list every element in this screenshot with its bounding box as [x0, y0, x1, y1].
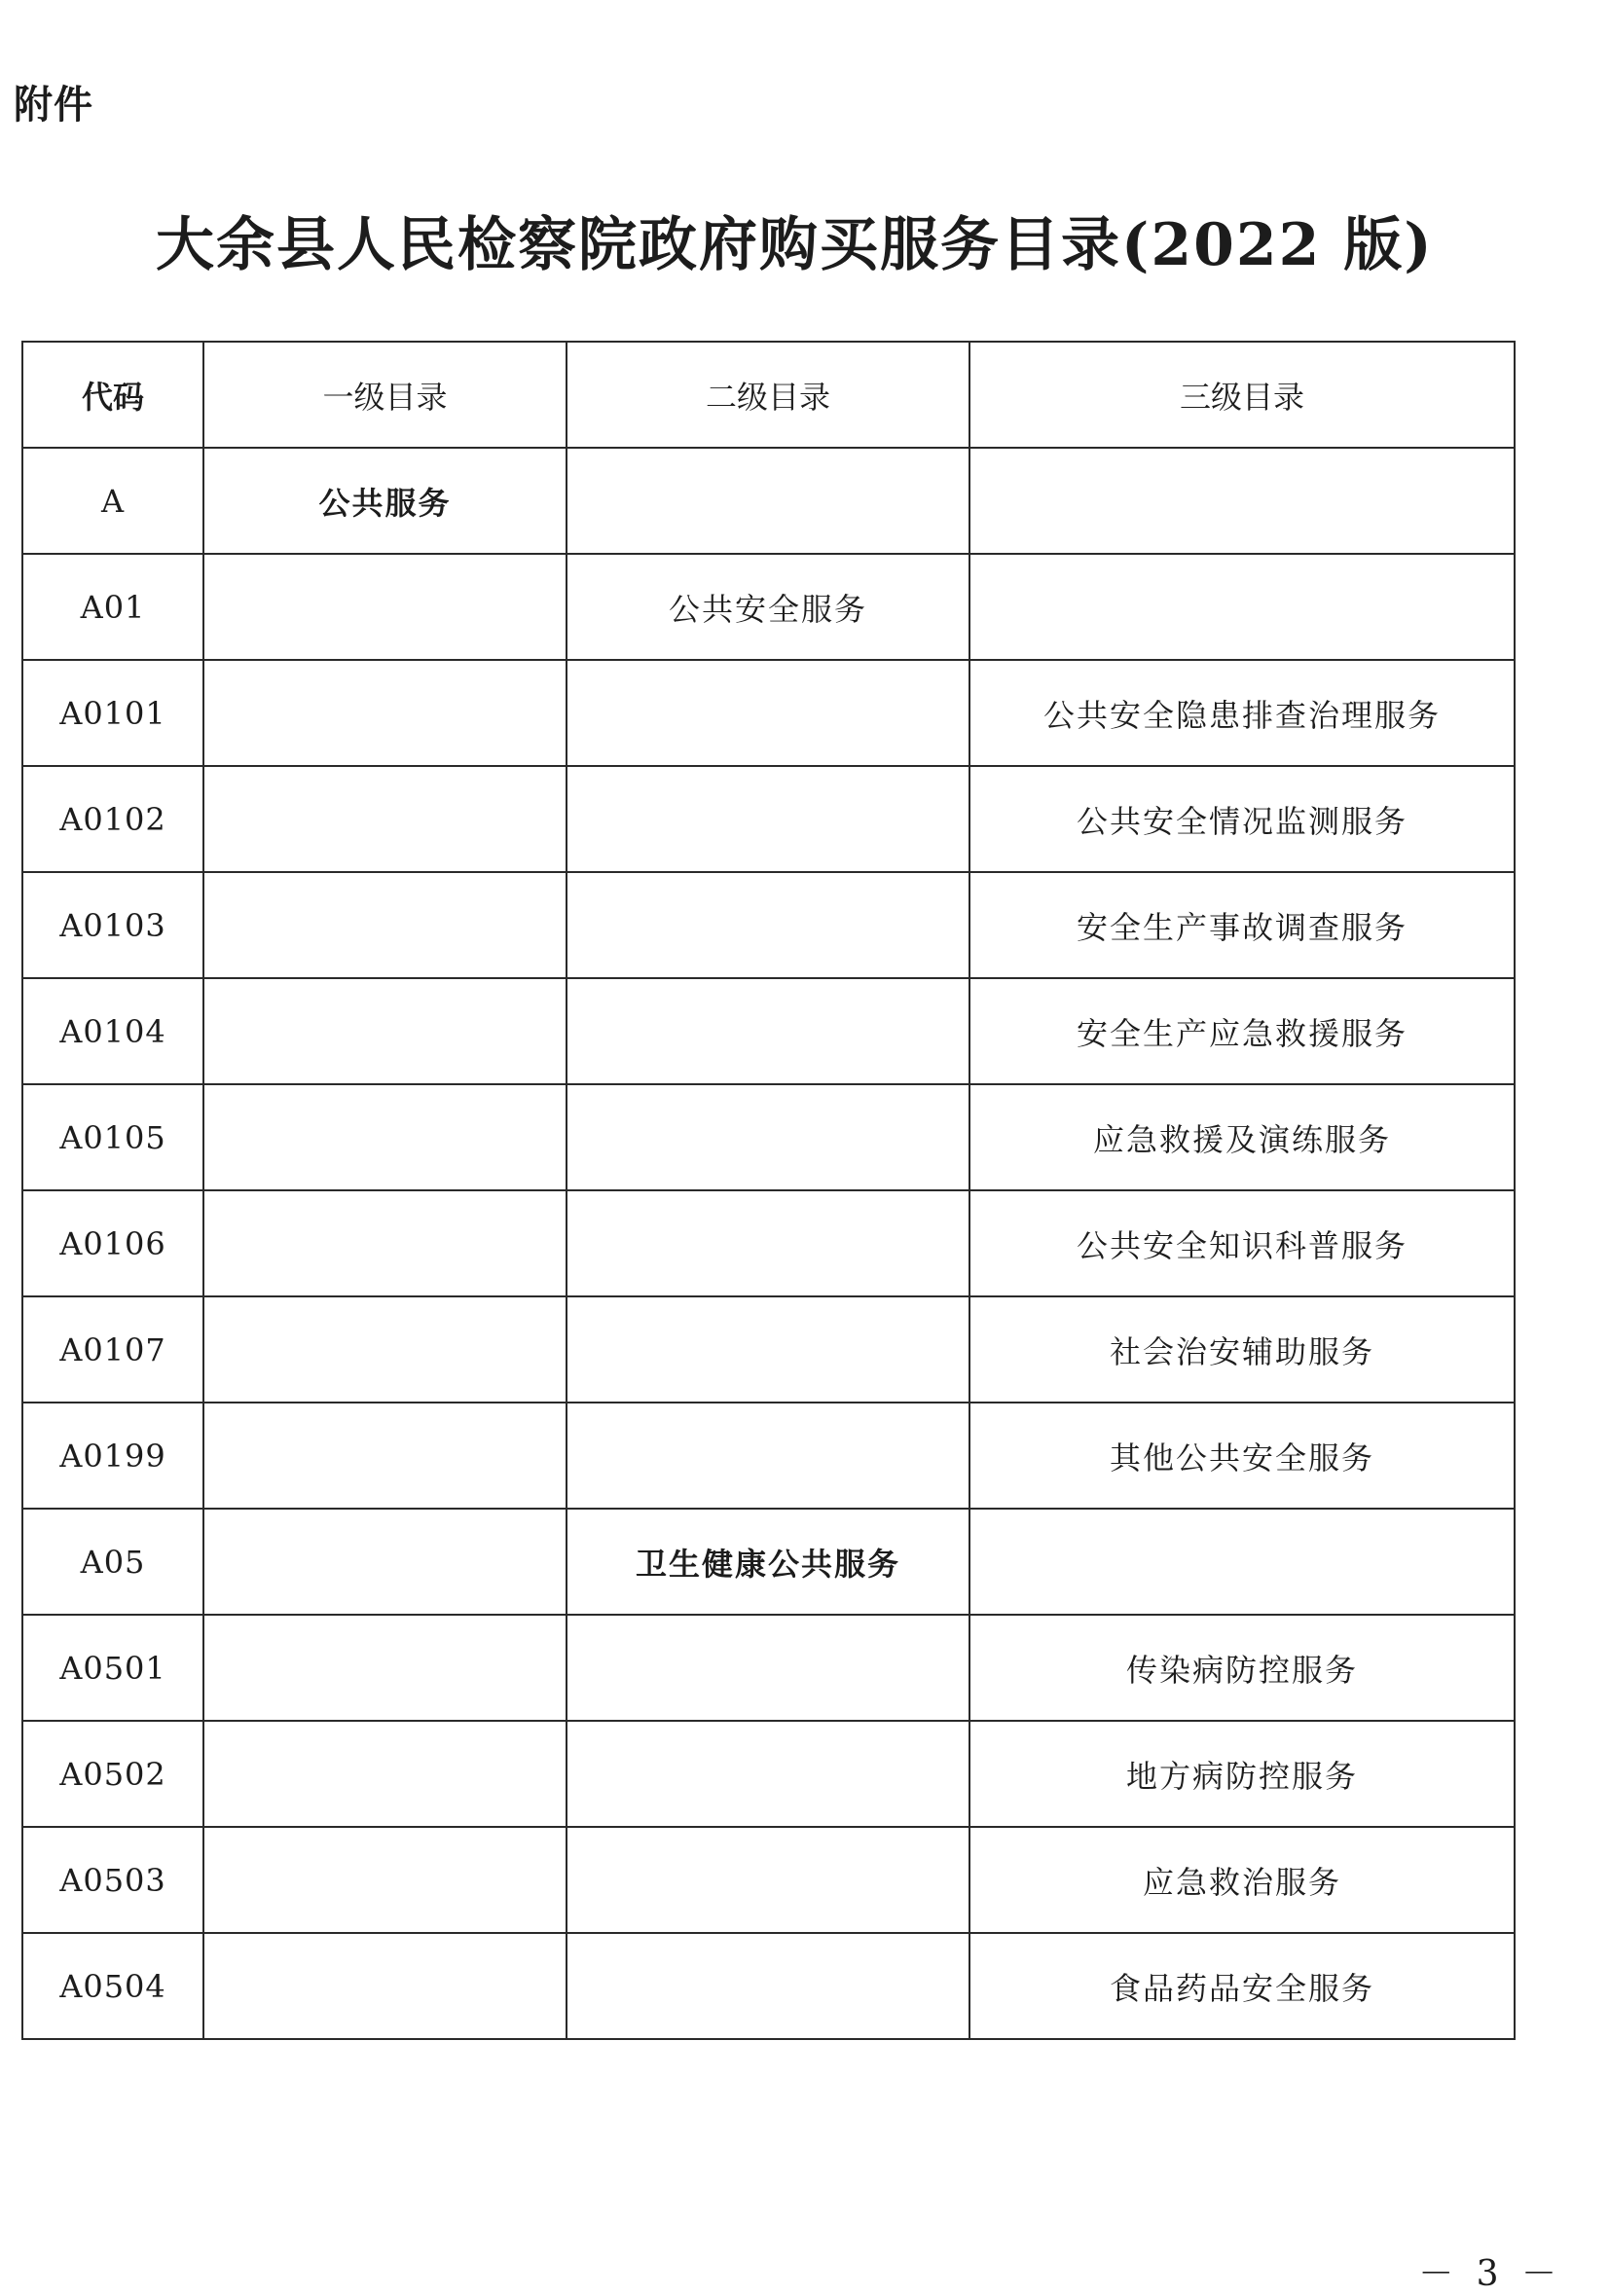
level2-cell — [567, 1827, 969, 1933]
level3-cell: 安全生产应急救援服务 — [969, 978, 1515, 1084]
code-cell: A0502 — [22, 1721, 203, 1827]
level2-cell — [567, 448, 969, 554]
code-cell: A0106 — [22, 1190, 203, 1296]
table-row — [22, 1721, 1515, 1827]
level3-cell: 社会治安辅助服务 — [969, 1296, 1515, 1403]
level1-cell — [203, 1296, 567, 1403]
table-row — [22, 766, 1515, 872]
level1-cell — [203, 1615, 567, 1721]
level1-cell — [203, 1721, 567, 1827]
table-row — [22, 872, 1515, 978]
table-row — [22, 554, 1515, 660]
level3-cell: 应急救治服务 — [969, 1827, 1515, 1933]
code-cell: A0199 — [22, 1403, 203, 1509]
level2-cell: 公共安全服务 — [567, 554, 969, 660]
page-number: － 3 － — [1418, 2254, 1562, 2294]
level2-cell — [567, 766, 969, 872]
code-cell: A0504 — [22, 1933, 203, 2039]
level3-cell: 安全生产事故调查服务 — [969, 872, 1515, 978]
header-level1: 一级目录 — [203, 342, 567, 448]
level2-cell — [567, 1615, 969, 1721]
level2-cell — [567, 872, 969, 978]
code-cell: A — [22, 448, 203, 554]
level2-cell — [567, 660, 969, 766]
level1-cell — [203, 872, 567, 978]
level3-cell: 食品药品安全服务 — [969, 1933, 1515, 2039]
level2-cell — [567, 1190, 969, 1296]
code-cell: A0501 — [22, 1615, 203, 1721]
level1-cell — [203, 554, 567, 660]
code-cell: A0105 — [22, 1084, 203, 1190]
level2-cell — [567, 1933, 969, 2039]
table-row — [22, 448, 1515, 554]
attachment-label: 附件 — [14, 83, 93, 128]
level3-cell: 公共安全知识科普服务 — [969, 1190, 1515, 1296]
table-row — [22, 660, 1515, 766]
level1-cell — [203, 1403, 567, 1509]
code-cell: A01 — [22, 554, 203, 660]
level3-cell — [969, 448, 1515, 554]
table-row — [22, 1933, 1515, 2039]
code-cell: A0101 — [22, 660, 203, 766]
level1-cell — [203, 1190, 567, 1296]
level1-cell — [203, 1827, 567, 1933]
level2-cell: 卫生健康公共服务 — [567, 1509, 969, 1615]
level3-cell: 应急救援及演练服务 — [969, 1084, 1515, 1190]
level2-cell — [567, 1084, 969, 1190]
code-cell: A05 — [22, 1509, 203, 1615]
code-cell: A0107 — [22, 1296, 203, 1403]
level3-cell: 地方病防控服务 — [969, 1721, 1515, 1827]
level1-cell — [203, 1084, 567, 1190]
header-level2: 二级目录 — [567, 342, 969, 448]
code-cell: A0503 — [22, 1827, 203, 1933]
table-row — [22, 1509, 1515, 1615]
code-cell: A0102 — [22, 766, 203, 872]
header-code: 代码 — [22, 342, 203, 448]
level1-cell: 公共服务 — [203, 448, 567, 554]
level3-cell: 公共安全隐患排查治理服务 — [969, 660, 1515, 766]
table-header-row — [22, 342, 1515, 448]
level3-cell: 公共安全情况监测服务 — [969, 766, 1515, 872]
level3-cell: 传染病防控服务 — [969, 1615, 1515, 1721]
table-row — [22, 1403, 1515, 1509]
level1-cell — [203, 1509, 567, 1615]
level3-cell — [969, 554, 1515, 660]
level1-cell — [203, 660, 567, 766]
service-catalog-table — [21, 341, 1516, 2040]
table-row — [22, 1615, 1515, 1721]
table-row — [22, 1296, 1515, 1403]
level3-cell: 其他公共安全服务 — [969, 1403, 1515, 1509]
level1-cell — [203, 978, 567, 1084]
level2-cell — [567, 1296, 969, 1403]
level2-cell — [567, 978, 969, 1084]
table-row — [22, 1084, 1515, 1190]
catalog-table-body — [22, 342, 1515, 2039]
level2-cell — [567, 1403, 969, 1509]
table-row — [22, 1827, 1515, 1933]
document-title: 大余县人民检察院政府购买服务目录(2022 版) — [156, 211, 1434, 279]
header-level3: 三级目录 — [969, 342, 1515, 448]
code-cell: A0104 — [22, 978, 203, 1084]
level1-cell — [203, 1933, 567, 2039]
table-row — [22, 978, 1515, 1084]
level3-cell — [969, 1509, 1515, 1615]
code-cell: A0103 — [22, 872, 203, 978]
level2-cell — [567, 1721, 969, 1827]
table-row — [22, 1190, 1515, 1296]
level1-cell — [203, 766, 567, 872]
